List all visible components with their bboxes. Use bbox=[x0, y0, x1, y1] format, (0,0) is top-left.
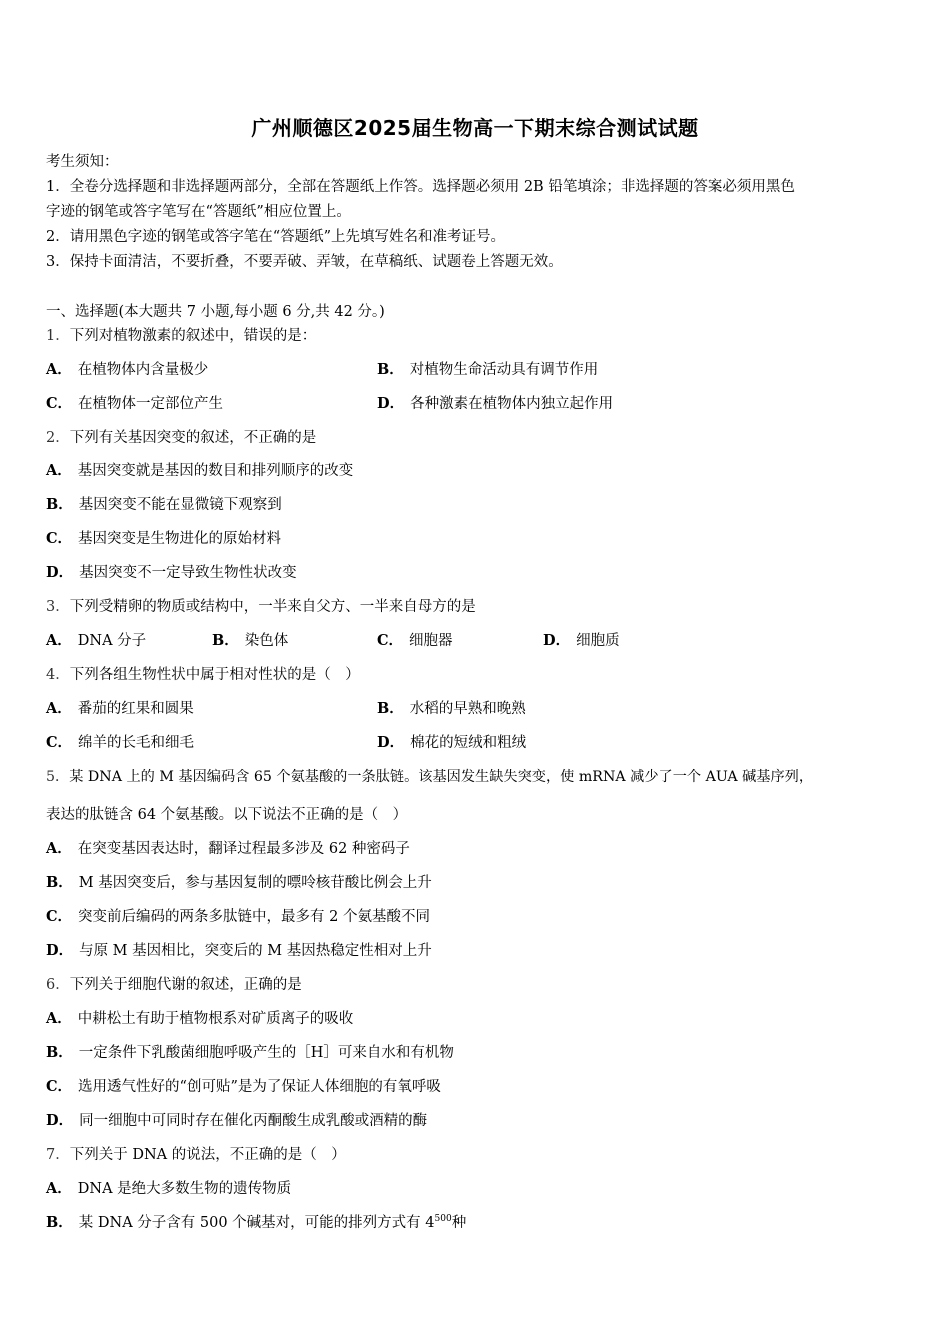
question-3 bbox=[46, 597, 476, 617]
option-a: A． 在植物体内含量极少 bbox=[46, 361, 209, 378]
question-stem: 下列对植物激素的叙述中，错误的是： bbox=[69, 328, 317, 344]
option-c: C． 在植物体一定部位产生 bbox=[46, 395, 224, 412]
question-number: 4． bbox=[46, 667, 70, 683]
question-number: 3． bbox=[46, 599, 70, 615]
notice-heading: 考生须知： bbox=[46, 154, 119, 170]
option-a: A． 中耕松土有助于植物根系对矿质离子的吸收 bbox=[46, 1010, 354, 1027]
option-d: D． 与原 M 基因相比，突变后的 M 基因热稳定性相对上升 bbox=[46, 942, 432, 959]
option-b: B． 染色体 bbox=[212, 632, 289, 649]
option-d: D． 棉花的短绒和粗绒 bbox=[377, 734, 527, 751]
question-stem: 下列受精卵的物质或结构中，一半来自父方、一半来自母方的是 bbox=[69, 599, 476, 615]
exponent: 500 bbox=[434, 1214, 452, 1225]
notice-item-1-line-1: 1．全卷分选择题和非选择题两部分，全部在答题纸上作答。选择题必须用 2B 铅笔填涂；非选择题的答案必须用黑色 bbox=[46, 179, 795, 195]
question-stem: 下列有关基因突变的叙述，不正确的是 bbox=[69, 430, 317, 446]
option-b: B． 水稻的早熟和晚熟 bbox=[377, 700, 526, 717]
option-c: C． 细胞器 bbox=[377, 632, 453, 649]
question-number: 2． bbox=[46, 430, 70, 446]
notice-item-1-line-2: 字迹的钢笔或答字笔写在“答题纸”相应位置上。 bbox=[46, 204, 351, 220]
question-number: 5． bbox=[46, 769, 70, 785]
question-stem: 下列关于细胞代谢的叙述，正确的是 bbox=[69, 977, 302, 993]
option-d: D． 细胞质 bbox=[543, 632, 620, 649]
option-d: D． 同一细胞中可同时存在催化丙酮酸生成乳酸或酒精的酶 bbox=[46, 1112, 428, 1129]
question-number: 6． bbox=[46, 977, 70, 993]
option-c: C． 绵羊的长毛和细毛 bbox=[46, 734, 195, 751]
option-a: A． DNA 分子 bbox=[46, 632, 147, 649]
question-4 bbox=[46, 665, 360, 685]
option-b: B． 某 DNA 分子含有 500 个碱基对，可能的排列方式有 $4^{500}$种 bbox=[46, 1214, 467, 1231]
question-stem: 下列关于 DNA 的说法，不正确的是（ ） bbox=[69, 1147, 346, 1163]
option-a: A． 基因突变就是基因的数目和排列顺序的改变 bbox=[46, 462, 354, 479]
notice-item-3: 3．保持卡面清洁，不要折叠，不要弄破、弄皱，在草稿纸、试题卷上答题无效。 bbox=[46, 254, 563, 270]
question-stem: 下列各组生物性状中属于相对性状的是（ ） bbox=[69, 667, 360, 683]
option-b: B． 对植物生命活动具有调节作用 bbox=[377, 361, 599, 378]
question-number: 1． bbox=[46, 328, 70, 344]
option-c: C． 基因突变是生物进化的原始材料 bbox=[46, 530, 282, 547]
option-c: C． 选用透气性好的“创可贴”是为了保证人体细胞的有氧呼吸 bbox=[46, 1078, 441, 1095]
option-c: C． 突变前后编码的两条多肽链中，最多有 2 个氨基酸不同 bbox=[46, 908, 430, 925]
question-2 bbox=[46, 428, 316, 448]
option-a: A． 番茄的红果和圆果 bbox=[46, 700, 194, 717]
question-5 bbox=[46, 767, 813, 787]
option-a: A． 在突变基因表达时，翻译过程最多涉及 62 种密码子 bbox=[46, 840, 410, 857]
question-number: 7． bbox=[46, 1147, 70, 1163]
section-heading: 一、选择题(本大题共 7 小题,每小题 6 分,共 42 分。) bbox=[46, 304, 385, 320]
question-6 bbox=[46, 975, 302, 995]
question-5-stem-line-2: 表达的肽链含 64 个氨基酸。以下说法不正确的是（ ） bbox=[46, 807, 408, 823]
question-1 bbox=[46, 326, 316, 346]
question-stem-line-1: 某 DNA 上的 M 基因编码含 65 个氨基酸的一条肽链。该基因发生缺失突变，使 mRNA 减少了一个 AUA 碱基序列， bbox=[69, 769, 814, 785]
option-b: B． 一定条件下乳酸菌细胞呼吸产生的［H］可来自水和有机物 bbox=[46, 1044, 454, 1061]
page-title: 广州顺德区2025届生物高一下期末综合测试试题 bbox=[251, 116, 699, 140]
question-7 bbox=[46, 1145, 346, 1165]
option-b: B． M 基因突变后，参与基因复制的嘌呤核苷酸比例会上升 bbox=[46, 874, 432, 891]
option-b: B． 基因突变不能在显微镜下观察到 bbox=[46, 496, 282, 513]
option-d: D． 基因突变不一定导致生物性状改变 bbox=[46, 564, 297, 581]
option-d: D． 各种激素在植物体内独立起作用 bbox=[377, 395, 614, 412]
option-a: A． DNA 是绝大多数生物的遗传物质 bbox=[46, 1180, 292, 1197]
notice-item-2: 2．请用黑色字迹的钢笔或答字笔在“答题纸”上先填写姓名和准考证号。 bbox=[46, 229, 506, 245]
